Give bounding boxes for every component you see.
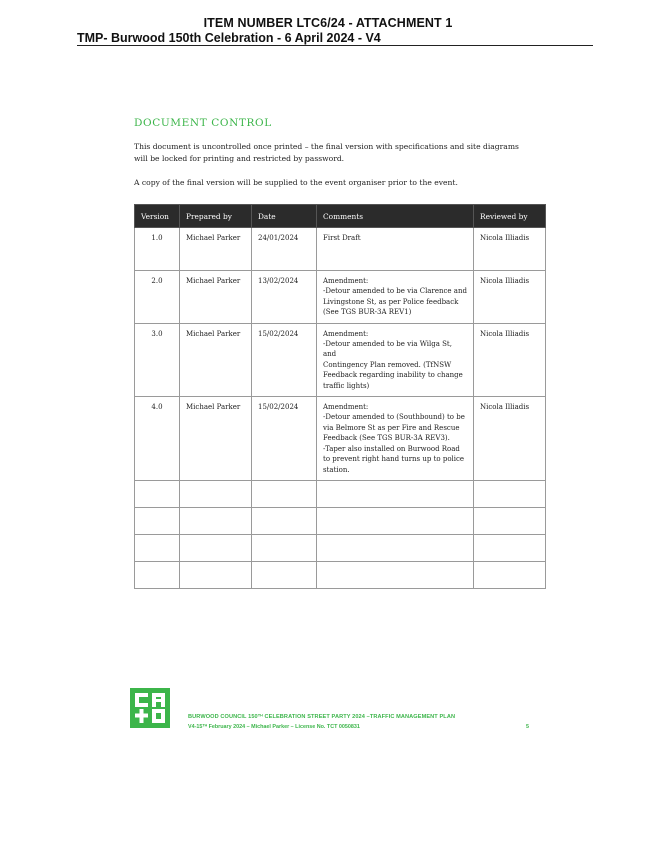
empty-table-row	[135, 534, 546, 561]
comment-line: Livingstone St, as per Police feedback	[323, 297, 459, 306]
column-header-comments: Comments	[317, 205, 474, 228]
empty-table-row	[135, 480, 546, 507]
comment-line: -Detour amended to be via Clarence and	[323, 287, 467, 296]
comment-line: traffic lights)	[323, 381, 370, 390]
version-cell: 2.0	[135, 271, 180, 324]
date-cell: 24/01/2024	[252, 228, 317, 271]
comment-line: station.	[323, 465, 350, 474]
comment-line: via Belmore St as per Fire and Rescue	[323, 423, 460, 432]
date-cell: 13/02/2024	[252, 271, 317, 324]
intro-paragraph: This document is uncontrolled once printed – the final version with specifications and site diagrams will be locked for printing and restricted by password.	[134, 142, 519, 163]
reviewed-by-cell: Nicola Illiadis	[474, 228, 546, 271]
comment-line: -Taper also installed on Burwood Road	[323, 444, 460, 453]
ca-to-logo-icon	[130, 688, 170, 728]
comment-line: Feedback (See TGS BUR-3A REV3).	[323, 434, 450, 443]
page-number: 5	[526, 724, 529, 730]
footer-version-info: V4-15ᵀᴴ February 2024 – Michael Parker – License No. TCT 0050831	[188, 724, 360, 730]
reviewed-by-cell: Nicola Illiadis	[474, 271, 546, 324]
comment-line: First Draft	[323, 234, 361, 242]
section-heading: DOCUMENT CONTROL	[134, 117, 272, 129]
comment-line: Feedback regarding inability to change	[323, 371, 463, 380]
comments-cell	[317, 228, 474, 271]
comment-line: -Detour amended to be via Wilga St, and	[323, 340, 452, 359]
comments-cell	[317, 397, 474, 481]
comment-line: Amendment:	[323, 403, 369, 412]
table-row	[135, 228, 546, 271]
footer-plan-title: BURWOOD COUNCIL 150ᵀᴴ CELEBRATION STREET PARTY 2024 –TRAFFIC MANAGEMENT PLAN	[188, 714, 456, 720]
comment-line: Amendment:	[323, 329, 369, 338]
version-cell: 4.0	[135, 397, 180, 481]
column-header-version: Version	[135, 205, 180, 228]
reviewed-by-cell: Nicola Illiadis	[474, 397, 546, 481]
comment-line: -Detour amended to (Southbound) to be	[323, 413, 465, 422]
distribution-paragraph: A copy of the final version will be supplied to the event organiser prior to the event.	[134, 178, 458, 187]
comments-cell	[317, 323, 474, 396]
date-cell: 15/02/2024	[252, 323, 317, 396]
document-control-table	[134, 204, 546, 589]
table-row	[135, 271, 546, 324]
column-header-prepared-by: Prepared by	[180, 205, 252, 228]
date-cell: 15/02/2024	[252, 397, 317, 481]
empty-table-row	[135, 507, 546, 534]
version-cell: 3.0	[135, 323, 180, 396]
empty-table-row	[135, 561, 546, 588]
comments-cell	[317, 271, 474, 324]
version-cell: 1.0	[135, 228, 180, 271]
prepared-by-cell: Michael Parker	[180, 228, 252, 271]
comment-line: to prevent right hand turns up to police	[323, 455, 465, 464]
document-subtitle: TMP- Burwood 150th Celebration - 6 April 2024 - V4	[77, 31, 381, 45]
table-row	[135, 323, 546, 396]
column-header-date: Date	[252, 205, 317, 228]
comment-line: Contingency Plan removed. (TfNSW	[323, 360, 452, 369]
prepared-by-cell: Michael Parker	[180, 397, 252, 481]
prepared-by-cell: Michael Parker	[180, 271, 252, 324]
comment-line: (See TGS BUR-3A REV1)	[323, 308, 412, 317]
table-row	[135, 397, 546, 481]
prepared-by-cell: Michael Parker	[180, 323, 252, 396]
column-header-reviewed-by: Reviewed by	[474, 205, 546, 228]
comment-line: Amendment:	[323, 277, 369, 285]
item-number-header: ITEM NUMBER LTC6/24 - ATTACHMENT 1	[203, 16, 453, 30]
reviewed-by-cell: Nicola Illiadis	[474, 323, 546, 396]
table-header-row	[135, 205, 546, 228]
header-divider	[77, 45, 593, 46]
